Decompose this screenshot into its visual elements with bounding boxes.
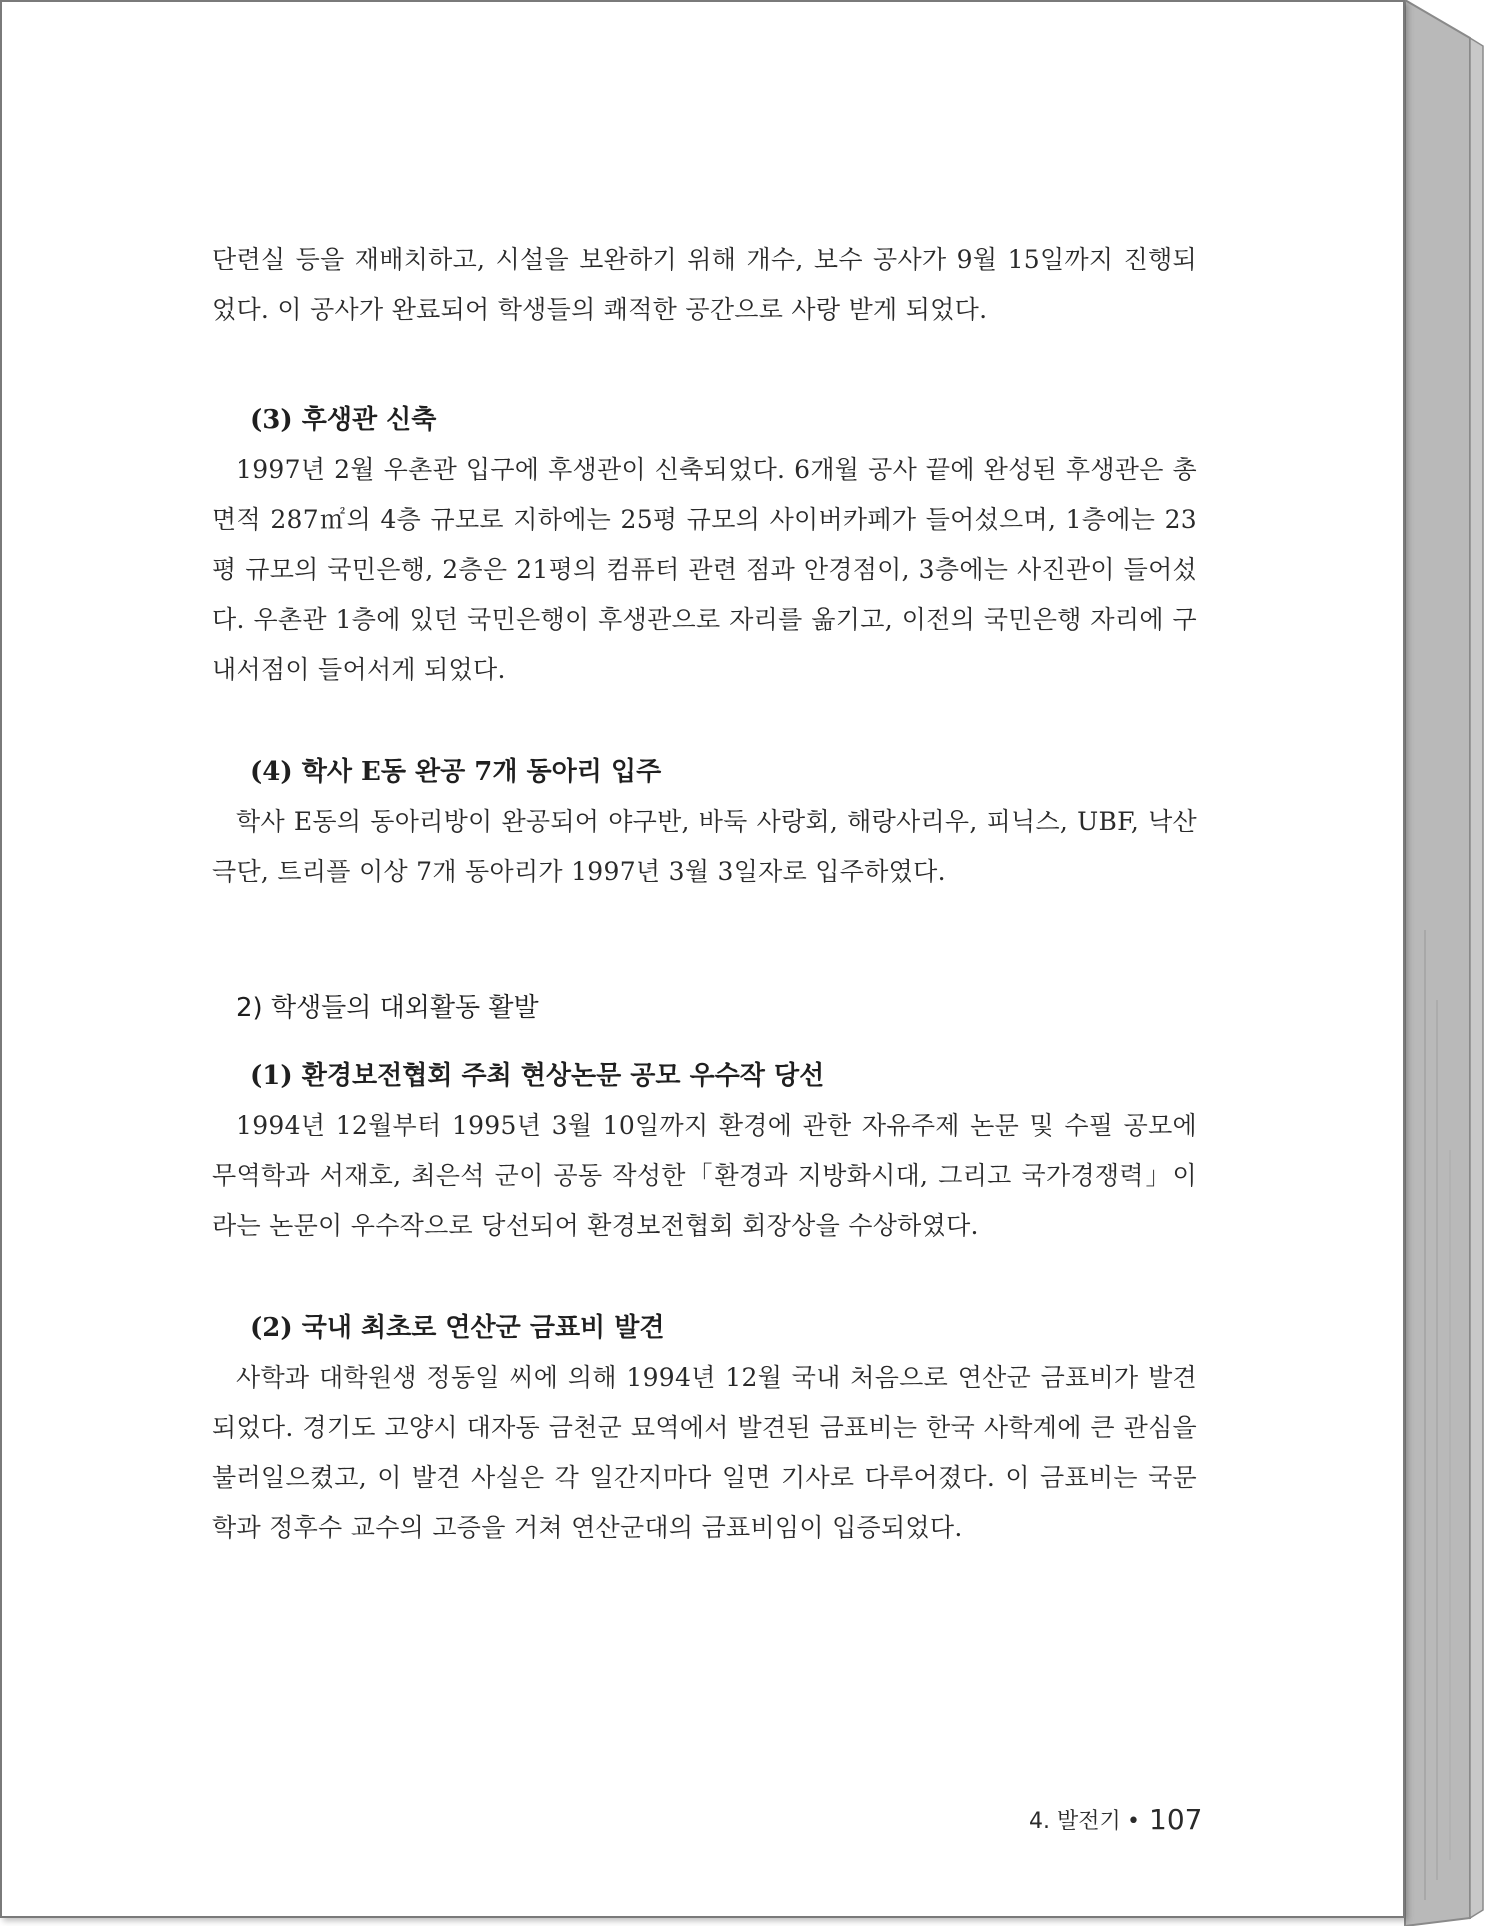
subsection-body-stone-discovery: 사학과 대학원생 정동일 씨에 의해 1994년 12월 국내 처음으로 연산군 금표비가 발견되었다. 경기도 고양시 대자동 금천군 묘역에서 발견된 금표비는 한국 사학계에 큰 관심을 불러일으켰고, 이 발견 사실은 각 일간지마다 일면 기사로 다루어졌다. 이 금표비는 국문학과 정후수 교수의 고증을 거쳐 연산군대의 금표비임이 입증되었다.	[212, 1363, 1197, 1542]
intro-paragraph: 단련실 등을 재배치하고, 시설을 보완하기 위해 개수, 보수 공사가 9월 15일까지 진행되었다. 이 공사가 완료되어 학생들의 쾌적한 공간으로 사랑 받게 되었다.	[212, 245, 1197, 324]
subsection-body-club-building: 학사 E동의 동아리방이 완공되어 야구반, 바둑 사랑회, 해랑사리우, 피닉스, UBF, 낙산극단, 트리플 이상 7개 동아리가 1997년 3월 3일자로 입주하였다.	[212, 807, 1197, 886]
subsection-heading-welfare-hall: (3) 후생관 신축	[250, 405, 437, 435]
subsection-body-essay-contest: 1994년 12월부터 1995년 3월 10일까지 환경에 관한 자유주제 논문 및 수필 공모에 무역학과 서재호, 최은석 군이 공동 작성한「환경과 지방화시대, 그리고 국가경쟁력」이라는 논문이 우수작으로 당선되어 환경보전협회 회장상을 수상하였다.	[212, 1111, 1197, 1240]
page-content	[212, 235, 1197, 1553]
subsection-heading-club-building: (4) 학사 E동 완공 7개 동아리 입주	[250, 757, 662, 787]
footer-bullet: •	[1127, 1809, 1140, 1834]
subsection-body-welfare-hall: 1997년 2월 우촌관 입구에 후생관이 신축되었다. 6개월 공사 끝에 완성된 후생관은 총면적 287㎡의 4층 규모로 지하에는 25평 규모의 사이버카페가 들어섰으며, 1층에는 23평 규모의 국민은행, 2층은 21평의 컴퓨터 관련 점과 안경점이, 3층에는 사진관이 들어섰다. 우촌관 1층에 있던 국민은행이 후생관으로 자리를 옮기고, 이전의 국민은행 자리에 구내서점이 들어서게 되었다.	[212, 455, 1197, 684]
subsection-heading-stone-discovery: (2) 국내 최초로 연산군 금표비 발견	[250, 1313, 665, 1343]
section-heading-external-activities: 2) 학생들의 대외활동 활발	[236, 993, 539, 1023]
subsection-heading-essay-contest: (1) 환경보전협회 주최 현상논문 공모 우수작 당선	[250, 1061, 825, 1091]
page-number: 107	[1149, 1803, 1203, 1836]
running-footer-chapter: 4. 발전기	[1029, 1809, 1121, 1834]
book-page-edges	[1395, 0, 1495, 1926]
